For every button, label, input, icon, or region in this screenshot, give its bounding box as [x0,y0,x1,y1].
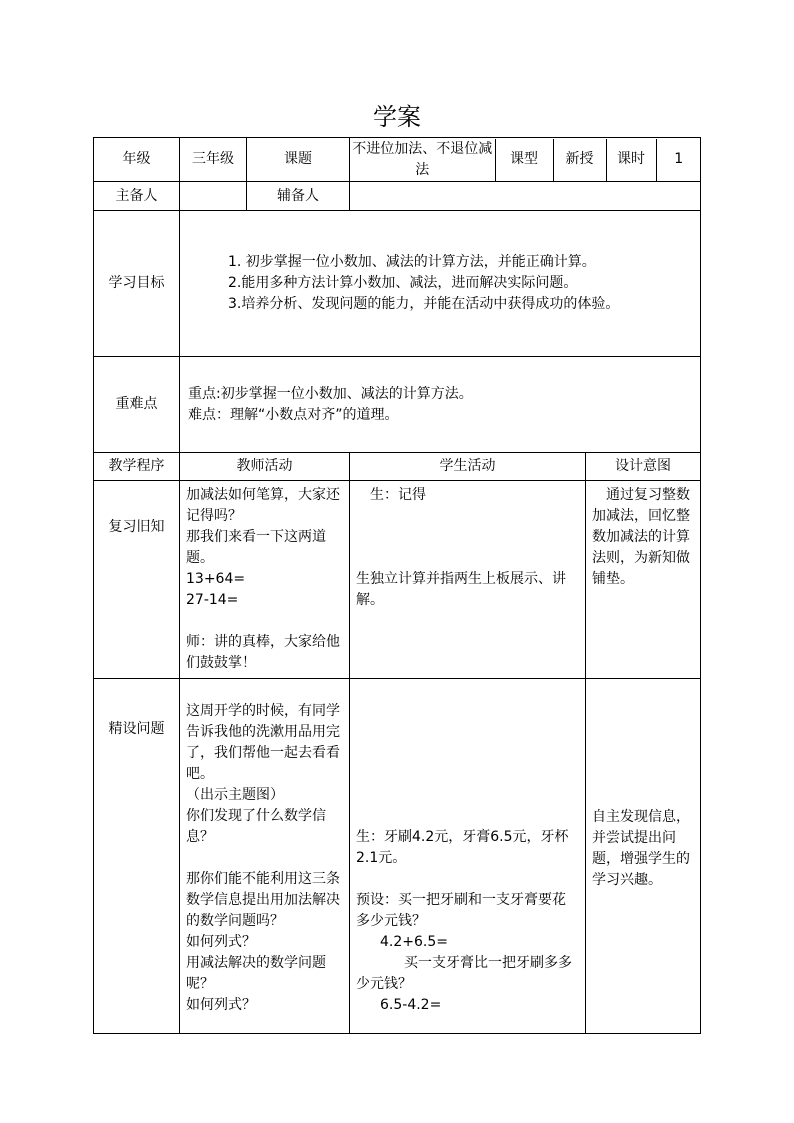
difficult-point: 难点：理解“小数点对齐”的道理。 [188,406,399,423]
topic-value: 不进位加法、不退位减法 [352,140,493,178]
student-activity-header: 学生活动 [350,453,586,481]
process-header-row [94,453,701,481]
objective-item: 2.能用多种方法计算小数加、减法，进而解决实际问题。 [228,275,578,291]
teacher-line: 13+64= [186,571,246,587]
review-student [350,481,586,679]
key-points-row [94,357,701,453]
teacher-line: （出示主题图） [186,787,284,803]
objectives-row [94,211,701,357]
student-line: 生独立计算并指两生上板展示、讲解。 [356,571,566,608]
design-intent-header: 设计意图 [586,453,701,481]
assist-preparer-value [350,182,701,211]
problem-row [94,679,701,1034]
problem-teacher [180,679,350,1034]
hours-value: 1 [656,139,701,181]
problem-design [586,679,701,1034]
procedure-header: 教学程序 [94,453,180,481]
teacher-line: 那你们能不能利用这三条数学信息提出用加法解决的数学问题吗？ [186,871,340,929]
teacher-line: 如何列式？ [186,997,256,1013]
review-label: 复习旧知 [94,481,180,679]
key-points-content [180,357,701,453]
student-line: 预设：买一把牙刷和一支牙膏要花多少元钱？ [356,892,566,929]
key-points-label: 重难点 [94,357,180,453]
student-line: 买一支牙膏比一把牙刷多多少元钱？ [356,955,572,992]
teacher-line: 你们发现了什么数学信息？ [186,808,326,845]
topic-group [350,138,701,182]
teacher-line [186,611,343,632]
design-text: 通过复习整数加减法，回忆整数加减法的计算法则，为新知做铺垫。 [592,487,690,587]
type-value: 新授 [553,139,606,181]
teacher-line: 这周开学的时候，有同学告诉我他的洗漱用品用完了，我们帮他一起去看看吧。 [186,703,340,782]
teacher-line: 用减法解决的数学问题呢？ [186,955,326,992]
review-design [586,481,701,679]
review-teacher [180,481,350,679]
header-row [94,138,701,182]
main-preparer-label: 主备人 [94,182,180,211]
type-label: 课型 [495,139,553,181]
problem-student [350,679,586,1034]
teacher-line: 如何列式？ [186,934,256,950]
student-line: 6.5-4.2= [380,997,442,1013]
assist-preparer-label: 辅备人 [247,182,350,211]
objective-item: 3.培养分析、发现问题的能力，并能在活动中获得成功的体验。 [228,296,620,312]
grade-label: 年级 [94,138,180,182]
teacher-line: 加减法如何笔算，大家还记得吗？ [186,487,340,524]
objectives-label: 学习目标 [94,211,180,357]
document-title: 学案 [373,103,421,131]
student-line: 4.2+6.5= [380,934,448,950]
teacher-activity-header: 教师活动 [180,453,350,481]
teacher-line: 27-14= [186,592,239,608]
topic-label: 课题 [247,138,350,182]
problem-label: 精设问题 [94,679,180,1034]
teacher-line: 那我们来看一下这两道题。 [186,529,326,566]
student-line: 生：记得 [370,487,426,503]
lesson-plan-table [93,137,701,1034]
review-row [94,481,701,679]
main-preparer-value [180,182,247,211]
preparer-row [94,182,701,211]
grade-value: 三年级 [180,138,247,182]
design-text: 自主发现信息，并尝试提出问题，增强学生的学习兴趣。 [592,809,690,888]
hours-label: 课时 [606,139,656,181]
key-point: 重点:初步掌握一位小数加、减法的计算方法。 [188,385,473,402]
teacher-line: 师：讲的真棒，大家给他们鼓鼓掌！ [186,634,340,671]
objectives-list [180,211,701,357]
objective-item: 1. 初步掌握一位小数加、减法的计算方法，并能正确计算。 [228,254,596,270]
student-line: 生：牙刷4.2元，牙膏6.5元，牙杯2.1元。 [356,829,569,866]
